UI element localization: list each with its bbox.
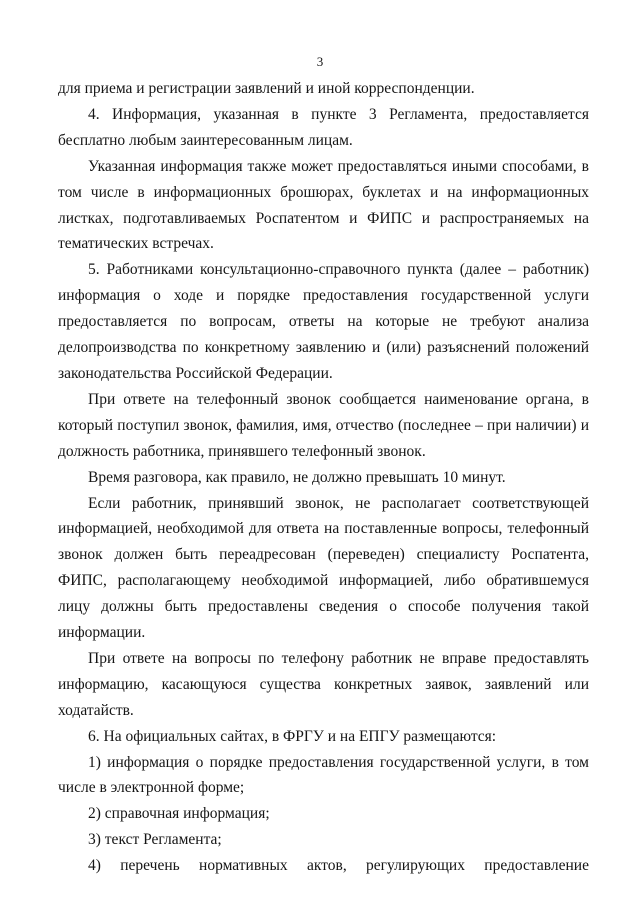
paragraph-continuation: для приема и регистрации заявлений и иной корреспонденции. [58,80,475,97]
paragraph-item-4: 4. Информация, указанная в пункте 3 Регламента, предоставляется бесплатно любым заинтересованным лицам. [58,105,589,149]
page-number: 3 [316,54,324,69]
paragraph-call-redirect: Если работник, принявший звонок, не располагает соответствующей информацией, необходимой для ответа на поставленные вопросы, телефонный звонок должен быть переадресован (переведен) специалисту Роспатента, ФИПС, располагающему необходимой информацией, либо обратившемуся лицу должны быть предоставлены сведения о способе получения такой информации. [58,494,589,642]
paragraph-item-6: 6. На официальных сайтах, в ФРГУ и на ЕПГУ размещаются: [88,727,497,745]
paragraph-phone-restriction: При ответе на вопросы по телефону работник не вправе предоставлять информацию, касающуюся существа конкретных заявок, заявлений или ходатайств. [58,649,589,719]
paragraph-item-5: 5. Работниками консультационно-справочного пункта (далее – работник) информация о ходе и порядке предоставления государственной услуги предоставляется по вопросам, ответы на которые не требуют анализа делопроизводства по конкретному заявлению и (или) разъяснений положений законодательства Российской Федерации. [58,261,589,382]
list-item-1: 1) информация о порядке предоставления государственной услуги, в том числе в электронной форме; [58,753,589,797]
list-item-2: 2) справочная информация; [88,805,270,823]
list-item-4: 4) перечень нормативных актов, регулирующих предоставление [88,857,589,875]
paragraph-phone-call: При ответе на телефонный звонок сообщается наименование органа, в который поступил звонок, фамилия, имя, отчество (последнее – при наличии) и должность работника, принявшего телефонный звонок. [58,390,589,460]
list-item-3: 3) текст Регламента; [88,831,222,849]
document-body [58,76,589,879]
paragraph-call-duration: Время разговора, как правило, не должно превышать 10 минут. [88,468,506,486]
paragraph-other-methods: Указанная информация также может предоставляться иными способами, в том числе в информационных брошюрах, буклетах и на информационных листках, подготавливаемых Роспатентом и ФИПС и распространяемых на тематических встречах. [58,157,589,253]
